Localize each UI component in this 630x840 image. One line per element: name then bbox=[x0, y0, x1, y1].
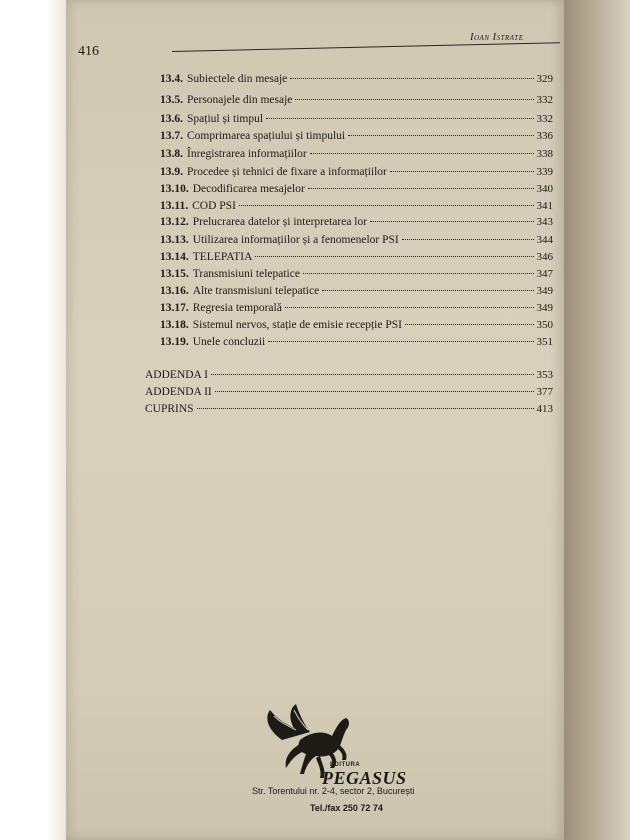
toc-entry-page: 332 bbox=[536, 94, 553, 106]
toc-entry-title: Comprimarea spațiului și timpului bbox=[187, 130, 346, 142]
toc-entry-number: 13.9. bbox=[160, 166, 183, 178]
toc-entry-title: Decodificarea mesajelor bbox=[192, 183, 305, 195]
toc-leader bbox=[197, 408, 534, 409]
toc-entry-page: 347 bbox=[536, 268, 553, 280]
toc-entry bbox=[160, 111, 553, 127]
toc-entry bbox=[160, 266, 553, 282]
toc-entry-number: 13.6. bbox=[160, 113, 183, 125]
toc-leader bbox=[290, 78, 533, 79]
publisher-logo bbox=[250, 700, 430, 820]
toc-entry-page: 341 bbox=[536, 200, 553, 212]
toc-entry-title: Regresia temporală bbox=[192, 302, 282, 314]
toc-leader bbox=[285, 307, 534, 308]
toc-entry-title: ADDENDA I bbox=[145, 369, 208, 381]
toc-leader bbox=[322, 290, 533, 291]
toc-entry-number: 13.14. bbox=[160, 251, 189, 263]
toc-entry bbox=[160, 232, 553, 248]
toc-entry-title: Sistemul nervos, stație de emisie recepție PSI bbox=[192, 319, 402, 331]
toc-entry bbox=[160, 92, 553, 108]
running-head-author: Ioan Istrate bbox=[470, 32, 524, 43]
toc-entry-page: 351 bbox=[536, 336, 553, 348]
toc-entry-page: 339 bbox=[536, 166, 553, 178]
toc-entry bbox=[160, 283, 553, 299]
publisher-phone: Tel./fax 250 72 74 bbox=[310, 803, 383, 813]
toc-entry-number: 13.4. bbox=[160, 73, 183, 85]
toc-entry-title: TELEPATIA bbox=[192, 251, 253, 263]
toc-entry-number: 13.15. bbox=[160, 268, 189, 280]
toc-leader bbox=[303, 273, 534, 274]
toc-entry-page: 332 bbox=[536, 113, 553, 125]
background-left bbox=[0, 0, 66, 840]
toc-entry-number: 13.16. bbox=[160, 285, 189, 297]
toc-entry-title: Alte transmisiuni telepatice bbox=[192, 285, 320, 297]
toc-entry-page: 343 bbox=[536, 216, 553, 228]
toc-entry bbox=[160, 198, 553, 214]
book-spine-edge bbox=[564, 0, 630, 840]
toc-leader bbox=[370, 221, 533, 222]
toc-entry bbox=[160, 71, 553, 87]
toc-entry bbox=[160, 164, 553, 180]
toc-entry-title: COD PSI bbox=[192, 200, 236, 212]
toc-leader bbox=[255, 256, 533, 257]
toc-entry-page: 338 bbox=[536, 148, 553, 160]
toc-leader bbox=[215, 391, 534, 392]
publisher-label: EDITURA bbox=[330, 762, 361, 768]
toc-entry-page: 377 bbox=[536, 386, 553, 398]
toc-leader bbox=[390, 171, 534, 172]
toc-entry bbox=[145, 367, 553, 383]
toc-leader bbox=[402, 239, 534, 240]
toc-entry-page: 336 bbox=[536, 130, 553, 142]
toc-entry-title: Personajele din mesaje bbox=[187, 94, 293, 106]
toc-entry-number: 13.18. bbox=[160, 319, 189, 331]
toc-entry bbox=[160, 317, 553, 333]
toc-entry-title: Prelucrarea datelor și interpretarea lor bbox=[192, 216, 368, 228]
toc-entry-title: Înregistrarea informațiilor bbox=[187, 148, 307, 160]
toc-entry-page: 349 bbox=[536, 302, 553, 314]
toc-entry-page: 353 bbox=[536, 369, 553, 381]
toc-entry-page: 413 bbox=[536, 403, 553, 415]
toc-entry-title: ADDENDA II bbox=[145, 386, 212, 398]
toc-leader bbox=[239, 205, 534, 206]
toc-entry-number: 13.13. bbox=[160, 234, 189, 246]
toc-entry-number: 13.5. bbox=[160, 94, 183, 106]
toc-entry-page: 349 bbox=[536, 285, 553, 297]
toc-entry-page: 344 bbox=[536, 234, 553, 246]
toc-entry-number: 13.12. bbox=[160, 216, 189, 228]
toc-entry-page: 329 bbox=[536, 73, 553, 85]
toc-entry-page: 346 bbox=[536, 251, 553, 263]
toc-entry bbox=[160, 334, 553, 350]
toc-leader bbox=[310, 153, 534, 154]
toc-entry-title: Utilizarea informațiilor și a fenomenelor PSI bbox=[192, 234, 399, 246]
toc-entry-page: 340 bbox=[536, 183, 553, 195]
toc-entry-title: Unele concluzii bbox=[192, 336, 266, 348]
toc-entry-number: 13.8. bbox=[160, 148, 183, 160]
toc-leader bbox=[348, 135, 533, 136]
toc-leader bbox=[268, 341, 533, 342]
toc-leader bbox=[211, 374, 534, 375]
toc-entry-title: Spațiul și timpul bbox=[187, 113, 264, 125]
toc-entry-number: 13.19. bbox=[160, 336, 189, 348]
toc-entry-page: 350 bbox=[536, 319, 553, 331]
toc-entry bbox=[145, 384, 553, 400]
toc-entry-number: 13.10. bbox=[160, 183, 189, 195]
toc-entry-number: 13.11. bbox=[160, 200, 189, 212]
page-number: 416 bbox=[78, 44, 99, 59]
toc-entry-title: Transmisiuni telepatice bbox=[192, 268, 300, 280]
toc-entry bbox=[145, 401, 553, 417]
toc-entry bbox=[160, 214, 553, 230]
toc-entry bbox=[160, 146, 553, 162]
toc-entry bbox=[160, 128, 553, 144]
toc-entry-title: CUPRINS bbox=[145, 403, 194, 415]
toc-entry bbox=[160, 181, 553, 197]
toc-entry-number: 13.17. bbox=[160, 302, 189, 314]
publisher-address: Str. Torentului nr. 2-4, sector 2, București bbox=[252, 786, 415, 796]
publisher-name: PEGASUS bbox=[322, 768, 407, 788]
toc-leader bbox=[266, 118, 533, 119]
toc-leader bbox=[295, 99, 533, 100]
toc-leader bbox=[308, 188, 534, 189]
toc-entry-title: Subiectele din mesaje bbox=[187, 73, 288, 85]
toc-entry bbox=[160, 249, 553, 265]
toc-entry bbox=[160, 300, 553, 316]
toc-entry-number: 13.7. bbox=[160, 130, 183, 142]
toc-entry-title: Procedee și tehnici de fixare a informațiilor bbox=[187, 166, 387, 178]
toc-leader bbox=[405, 324, 534, 325]
